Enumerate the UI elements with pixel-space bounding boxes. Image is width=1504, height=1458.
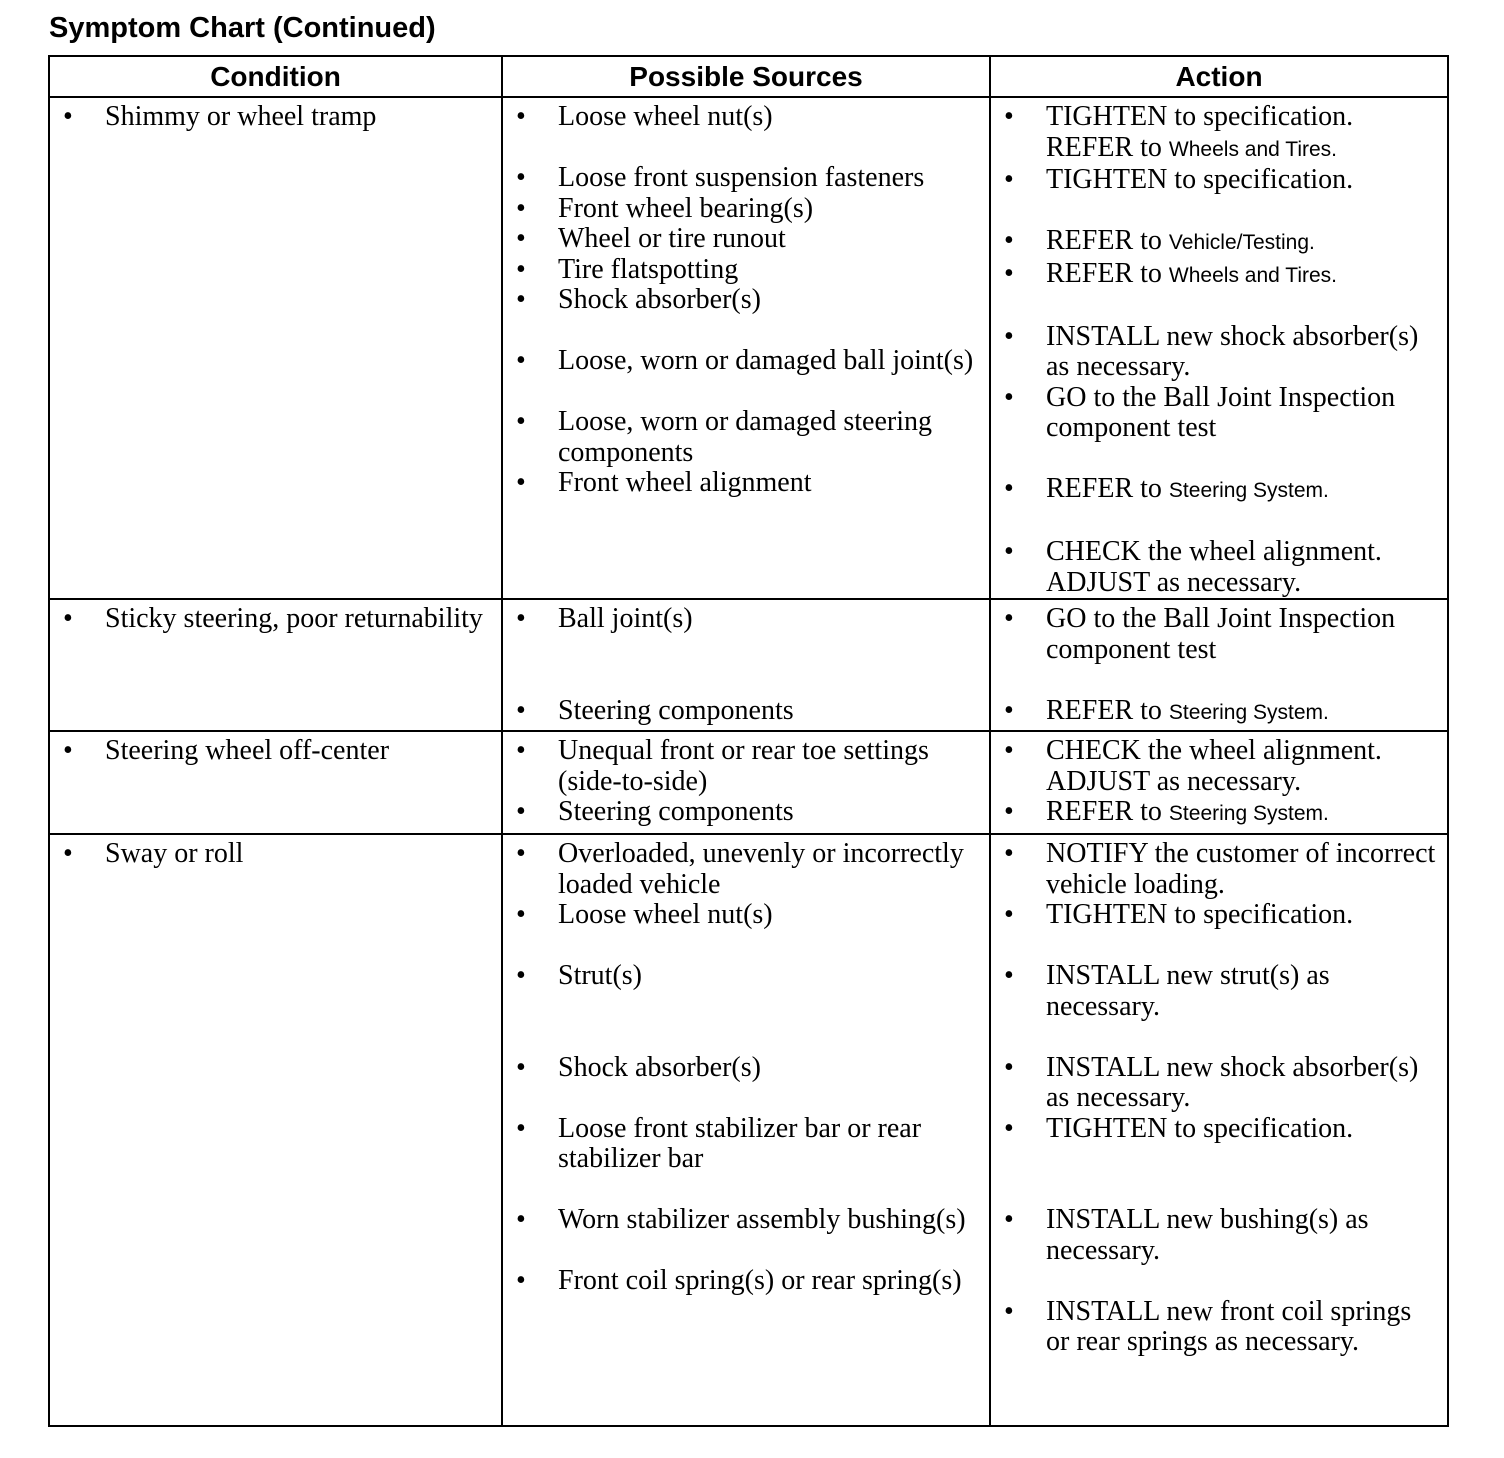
action-reference: Steering System.	[1168, 479, 1329, 502]
action-text: REFER to	[1046, 796, 1162, 827]
action-reference: Wheels and Tires.	[1168, 137, 1337, 161]
actions-cell	[990, 97, 1448, 599]
action-text: REFER to	[1046, 694, 1162, 726]
condition-item: • Sway or roll	[50, 839, 501, 870]
sources-cell	[502, 599, 990, 731]
action-item	[991, 696, 1447, 729]
action-item	[991, 839, 1447, 900]
source-item: • Loose front suspension fasteners	[503, 163, 989, 194]
action-text: CHECK the wheel alignment. ADJUST as necessary.	[1046, 536, 1382, 598]
action-text: TIGHTEN to specification.	[1046, 899, 1354, 930]
source-item: • Ball joint(s)	[503, 604, 989, 635]
action-text: TIGHTEN to specification.	[1046, 164, 1354, 195]
action-text: INSTALL new bushing(s) as necessary.	[1046, 1204, 1369, 1266]
condition-cell	[49, 731, 502, 834]
action-text: GO to the Ball Joint Inspection component test	[1046, 603, 1396, 665]
table-row-shimmy	[49, 97, 1448, 599]
condition-item: • Sticky steering, poor returnability	[50, 604, 501, 635]
source-item: • Front coil spring(s) or rear spring(s)	[503, 1266, 989, 1297]
source-item: • Front wheel alignment	[503, 468, 989, 499]
condition-cell	[49, 834, 502, 1426]
action-text: CHECK the wheel alignment. ADJUST as necessary.	[1046, 735, 1382, 797]
action-text: REFER to	[1046, 225, 1162, 256]
action-item	[991, 604, 1447, 665]
table-row-off-center	[49, 731, 1448, 834]
action-reference: Wheels and Tires.	[1168, 263, 1337, 287]
action-item	[991, 1205, 1447, 1266]
action-item	[991, 961, 1447, 1022]
action-text: REFER to	[1046, 257, 1162, 289]
action-item	[991, 383, 1447, 444]
action-text: NOTIFY the customer of incorrect vehicle loading.	[1046, 838, 1436, 900]
source-item: • Overloaded, unevenly or incorrectly loaded vehicle	[503, 839, 989, 900]
condition-header: Condition	[49, 56, 502, 97]
table-row-sway-or-roll	[49, 834, 1448, 1426]
actions-cell	[990, 834, 1448, 1426]
condition-cell	[49, 97, 502, 599]
source-item: • Shock absorber(s)	[503, 1053, 989, 1084]
source-item: • Loose wheel nut(s)	[503, 102, 989, 133]
source-item: • Loose front stabilizer bar or rear stabilizer bar	[503, 1114, 989, 1175]
action-item	[991, 797, 1447, 830]
action-text: TIGHTEN to specification. REFER to	[1046, 101, 1354, 163]
action-text: INSTALL new strut(s) as necessary.	[1046, 960, 1330, 1022]
action-item	[991, 736, 1447, 797]
condition-item: • Shimmy or wheel tramp	[50, 102, 501, 133]
action-text: INSTALL new shock absorber(s) as necessary.	[1046, 320, 1419, 382]
source-item: • Loose wheel nut(s)	[503, 900, 989, 931]
action-text: INSTALL new front coil springs or rear springs as necessary.	[1046, 1295, 1412, 1357]
action-item	[991, 1114, 1447, 1145]
actions-cell	[990, 599, 1448, 731]
symptom-chart-table	[48, 55, 1449, 1427]
action-reference: Vehicle/Testing.	[1168, 231, 1315, 254]
action-reference: Steering System.	[1168, 700, 1329, 724]
action-text: GO to the Ball Joint Inspection component test	[1046, 381, 1396, 443]
source-item: • Wheel or tire runout	[503, 224, 989, 255]
source-item: • Strut(s)	[503, 961, 989, 992]
action-item	[991, 900, 1447, 931]
sources-cell	[502, 97, 990, 599]
action-text: REFER to	[1046, 473, 1162, 504]
source-item: • Front wheel bearing(s)	[503, 194, 989, 225]
condition-cell	[49, 599, 502, 731]
action-item	[991, 474, 1447, 507]
action-item	[991, 537, 1447, 598]
possible-sources-header: Possible Sources	[502, 56, 990, 97]
action-item	[991, 226, 1447, 259]
table-row-sticky-steering	[49, 599, 1448, 731]
action-text: INSTALL new shock absorber(s) as necessary.	[1046, 1051, 1419, 1113]
page-title: Symptom Chart (Continued)	[49, 12, 436, 44]
source-item: • Loose, worn or damaged ball joint(s)	[503, 346, 989, 377]
action-item	[991, 1297, 1447, 1358]
action-item	[991, 322, 1447, 383]
sources-cell	[502, 731, 990, 834]
action-item	[991, 165, 1447, 196]
action-item	[991, 259, 1447, 292]
sources-cell	[502, 834, 990, 1426]
source-item: • Worn stabilizer assembly bushing(s)	[503, 1205, 989, 1236]
source-item: • Steering components	[503, 696, 989, 727]
actions-cell	[990, 731, 1448, 834]
source-item: • Unequal front or rear toe settings (side-to-side)	[503, 736, 989, 797]
action-item	[991, 102, 1447, 165]
action-text: TIGHTEN to specification.	[1046, 1112, 1354, 1144]
source-item: • Loose, worn or damaged steering components	[503, 407, 989, 468]
source-item: • Steering components	[503, 797, 989, 828]
condition-item: • Steering wheel off-center	[50, 736, 501, 767]
source-item: • Shock absorber(s)	[503, 285, 989, 316]
action-reference: Steering System.	[1168, 802, 1329, 825]
action-item	[991, 1053, 1447, 1114]
source-item: • Tire flatspotting	[503, 255, 989, 286]
action-header: Action	[990, 56, 1448, 97]
header-row	[49, 56, 1448, 97]
